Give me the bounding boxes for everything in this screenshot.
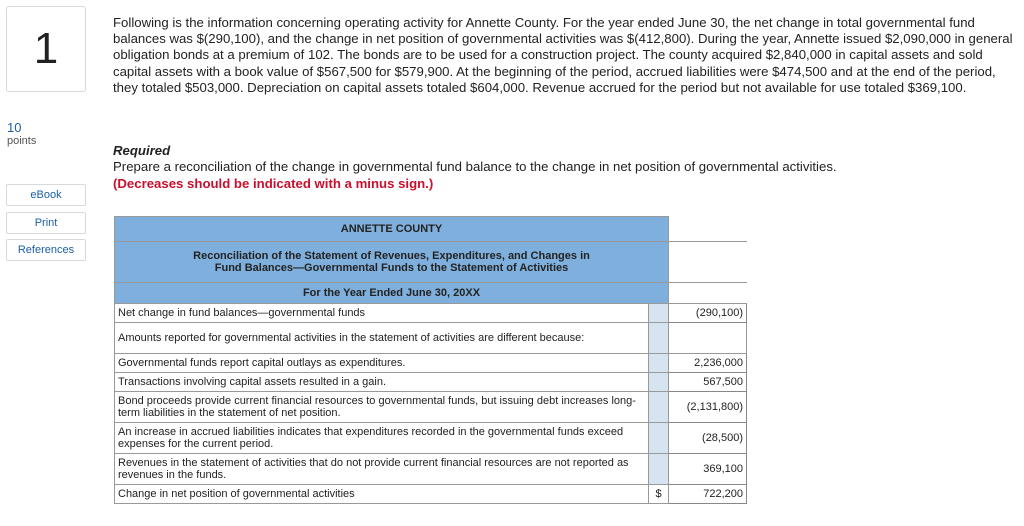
row-symbol bbox=[649, 323, 669, 354]
dollar-sign: $ bbox=[649, 485, 669, 504]
row-label-capital-assets-gain: Transactions involving capital assets resulted in a gain. bbox=[115, 373, 649, 392]
row-symbol bbox=[649, 304, 669, 323]
value-bond-proceeds[interactable]: (2,131,800) bbox=[669, 392, 747, 423]
value-accrued-liabilities[interactable]: (28,500) bbox=[669, 423, 747, 454]
header-blank-cell bbox=[669, 217, 747, 242]
value-amounts-reported bbox=[669, 323, 747, 354]
table-subtitle-line1: Reconciliation of the Statement of Revenues, Expenditures, and Changes in bbox=[193, 249, 590, 262]
table-title: ANNETTE COUNTY bbox=[115, 217, 669, 242]
table-subtitle bbox=[115, 242, 669, 283]
reconciliation-table bbox=[114, 216, 747, 504]
problem-text: Following is the information concerning operating activity for Annette County. For the year ended June 30, the net change in total governmental fund balances was $(290,100), and the change in net position of governmental activities was $(412,800). During the year, Annette issued $2,090,000 in general obligation bonds at a premium of 102. The bonds are to be used for a construction project. The county acquired $2,840,000 in capital assets and sold capital assets with a book value of $567,500 for $579,900. At the beginning of the period, accrued liabilities were $474,500 and at the end of the period, they totaled $503,000. Depreciation on capital assets totaled $604,000. Revenue accrued for the period but not available for use totaled $369,100. bbox=[113, 15, 1013, 95]
points-value: 10 bbox=[7, 120, 22, 135]
row-symbol bbox=[649, 423, 669, 454]
required-heading: Required bbox=[113, 143, 171, 158]
table-subtitle-line2: Fund Balances—Governmental Funds to the Statement of Activities bbox=[214, 262, 569, 274]
row-label-amounts-reported: Amounts reported for governmental activities in the statement of activities are different because: bbox=[115, 323, 649, 354]
question-number: 1 bbox=[6, 6, 86, 92]
points-label: points bbox=[7, 135, 37, 147]
row-symbol bbox=[649, 354, 669, 373]
value-change-net-position[interactable]: 722,200 bbox=[669, 485, 747, 504]
references-button[interactable]: References bbox=[6, 239, 86, 261]
row-label-change-net-position: Change in net position of governmental activities bbox=[115, 485, 649, 504]
row-label-bond-proceeds: Bond proceeds provide current financial resources to governmental funds, but issuing debt increases long-term liabilities in the statement of net position. bbox=[115, 392, 649, 423]
required-instructions: Prepare a reconciliation of the change in governmental fund balance to the change in net position of governmental activities. bbox=[113, 159, 837, 174]
row-symbol bbox=[649, 454, 669, 485]
row-label-accrued-liabilities: An increase in accrued liabilities indicates that expenditures recorded in the governmental funds exceed expenses for the current period. bbox=[115, 423, 649, 454]
print-button[interactable]: Print bbox=[6, 212, 86, 234]
header-blank-cell bbox=[669, 283, 747, 304]
row-label-capital-outlays: Governmental funds report capital outlays as expenditures. bbox=[115, 354, 649, 373]
header-blank-cell bbox=[669, 242, 747, 283]
ebook-button[interactable]: eBook bbox=[6, 184, 86, 206]
table-period: For the Year Ended June 30, 20XX bbox=[115, 283, 669, 304]
required-note: (Decreases should be indicated with a minus sign.) bbox=[113, 176, 434, 191]
row-symbol bbox=[649, 392, 669, 423]
value-capital-assets-gain[interactable]: 567,500 bbox=[669, 373, 747, 392]
row-label-unavailable-revenues: Revenues in the statement of activities that do not provide current financial resources are not reported as revenues in the funds. bbox=[115, 454, 649, 485]
row-symbol bbox=[649, 373, 669, 392]
row-label-net-change-fund-balances: Net change in fund balances—governmental funds bbox=[115, 304, 649, 323]
value-capital-outlays[interactable]: 2,236,000 bbox=[669, 354, 747, 373]
value-net-change-fund-balances[interactable]: (290,100) bbox=[669, 304, 747, 323]
value-unavailable-revenues[interactable]: 369,100 bbox=[669, 454, 747, 485]
